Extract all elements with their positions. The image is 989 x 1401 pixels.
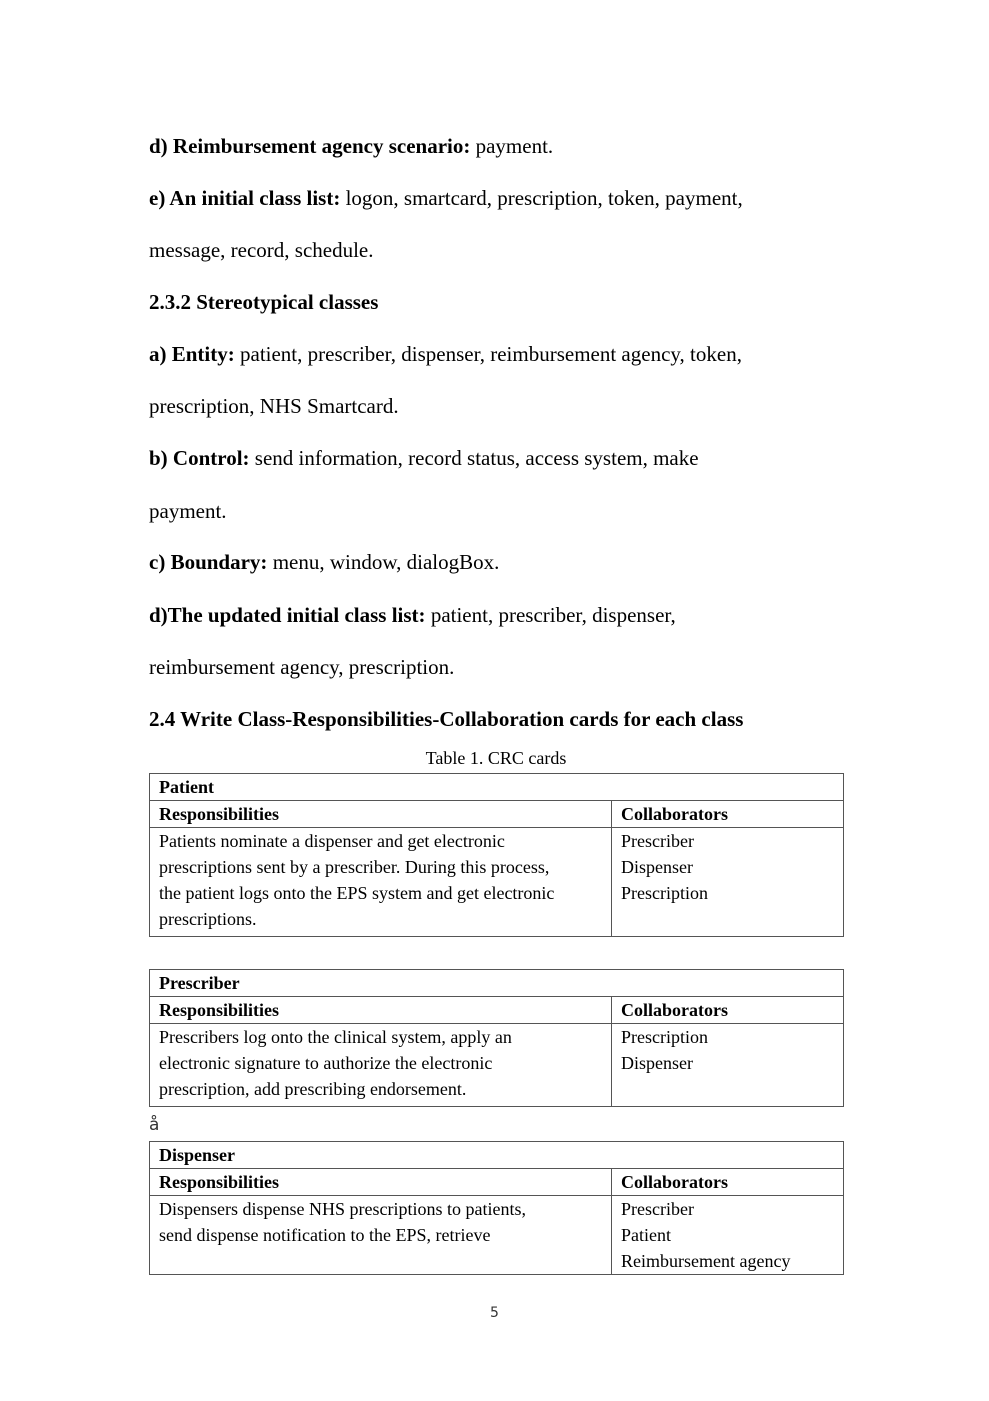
paragraph-text: payment. [149,499,227,523]
collaborator-item: Dispenser [621,857,693,877]
responsibilities-header: Responsibilities [150,997,612,1024]
initial-class-list-paragraph [149,172,849,224]
paragraph-text: patient, prescriber, dispenser, [425,603,676,627]
crc-card-patient [149,773,844,937]
updated-class-list-paragraph [149,589,849,641]
updated-class-list-continuation [149,641,849,693]
paragraph-label: d)The updated initial class list: [149,603,426,627]
collaborator-item: Reimbursement agency [621,1251,791,1271]
paragraph-label: e) An initial class list: [149,186,341,210]
paragraph-text: message, record, schedule. [149,238,374,262]
table-caption: Table 1. CRC cards [425,748,567,768]
entity-continuation [149,380,849,432]
crc-card-dispenser [149,1141,844,1275]
collaborators-cell [612,1196,844,1275]
responsibilities-cell [150,1196,612,1275]
paragraph-text: prescription, NHS Smartcard. [149,394,399,418]
responsibility-line: send dispense notification to the EPS, retrieve [159,1225,491,1245]
responsibility-line: Patients nominate a dispenser and get electronic [159,831,505,851]
responsibility-line: Prescribers log onto the clinical system, apply an [159,1027,512,1047]
collaborator-item: Prescriber [621,1199,694,1219]
stray-character: å [149,1115,160,1135]
responsibilities-header: Responsibilities [150,801,612,828]
control-paragraph [149,432,849,484]
responsibilities-header: Responsibilities [150,1169,612,1196]
collaborators-cell [612,1024,844,1107]
page-number: 5 [490,1305,499,1321]
control-continuation [149,485,849,537]
collaborators-header: Collaborators [612,801,844,828]
responsibility-line: electronic signature to authorize the electronic [159,1053,493,1073]
collaborator-item: Prescription [621,1027,708,1047]
reimbursement-scenario-paragraph [149,120,849,172]
paragraph-text: menu, window, dialogBox. [267,550,500,574]
crc-class-name: Dispenser [150,1142,844,1169]
paragraph-label: d) Reimbursement agency scenario: [149,134,471,158]
collaborators-cell [612,828,844,937]
paragraph-text: logon, smartcard, prescription, token, payment, [340,186,743,210]
responsibility-line: Dispensers dispense NHS prescriptions to patients, [159,1199,526,1219]
entity-paragraph [149,328,849,380]
responsibilities-cell [150,828,612,937]
crc-class-name: Prescriber [150,970,844,997]
collaborator-item: Patient [621,1225,671,1245]
paragraph-label: a) Entity: [149,342,235,366]
paragraph-label: c) Boundary: [149,550,268,574]
responsibility-line: prescription, add prescribing endorsement. [159,1079,467,1099]
paragraph-label: b) Control: [149,446,250,470]
crc-card-prescriber [149,969,844,1107]
paragraph-text: send information, record status, access system, make [249,446,699,470]
collaborator-item: Dispenser [621,1053,693,1073]
responsibility-line: prescriptions sent by a prescriber. During this process, [159,857,550,877]
section-heading-2-4: 2.4 Write Class-Responsibilities-Collaboration cards for each class [149,707,744,731]
boundary-paragraph [149,536,849,588]
collaborators-header: Collaborators [612,997,844,1024]
initial-class-list-continuation [149,224,849,276]
section-heading-2-3-2: 2.3.2 Stereotypical classes [149,290,379,314]
responsibility-line: prescriptions. [159,909,257,929]
paragraph-text: patient, prescriber, dispenser, reimbursement agency, token, [234,342,742,366]
collaborator-item: Prescriber [621,831,694,851]
responsibilities-cell [150,1024,612,1107]
collaborator-item: Prescription [621,883,708,903]
paragraph-text: payment. [470,134,554,158]
collaborators-header: Collaborators [612,1169,844,1196]
paragraph-text: reimbursement agency, prescription. [149,655,455,679]
crc-class-name: Patient [150,774,844,801]
responsibility-line: the patient logs onto the EPS system and get electronic [159,883,555,903]
